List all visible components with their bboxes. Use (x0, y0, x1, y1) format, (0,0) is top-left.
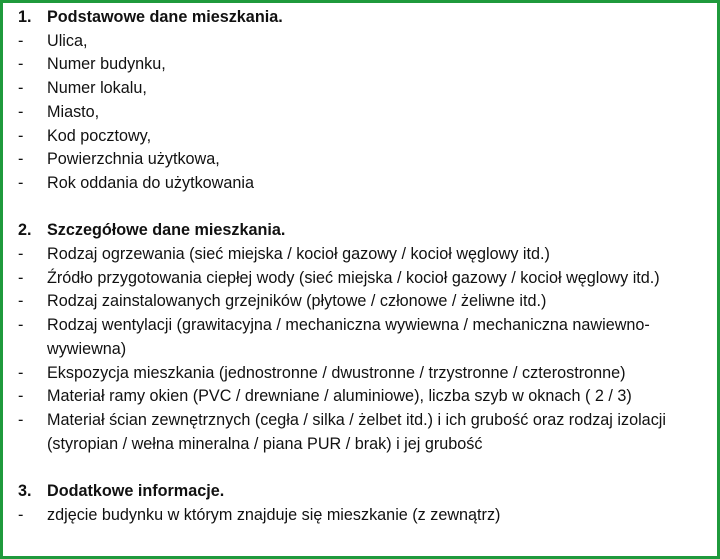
section-heading (3, 480, 717, 504)
list-item: - Materiał ścian zewnętrznych (cegła / silka / żelbet itd.) i ich grubość oraz rodzaj izolacji (styropian / wełna mineralna / piana PUR / brak) i jej grubość (3, 409, 717, 456)
section-heading (3, 6, 717, 30)
section-basic-data (3, 6, 717, 196)
list-item: - Numer budynku, (3, 53, 717, 77)
list-item: - Materiał ramy okien (PVC / drewniane / aluminiowe), liczba szyb w oknach ( 2 / 3) (3, 385, 717, 409)
bullet-dash: - (18, 505, 24, 524)
bullet-dash: - (18, 31, 24, 50)
list-item: - Rodzaj ogrzewania (sieć miejska / kocioł gazowy / kocioł węglowy itd.) (3, 243, 717, 267)
list-item: - Rok oddania do użytkowania (3, 172, 717, 196)
bullet-dash: - (18, 55, 24, 74)
bullet-dash: - (18, 173, 24, 192)
list-item: - Źródło przygotowania ciepłej wody (sieć miejska / kocioł gazowy / kocioł węglowy itd.) (3, 267, 717, 291)
bullet-dash: - (18, 268, 24, 287)
section-number: 3. (18, 482, 32, 500)
list-item: - Ekspozycja mieszkania (jednostronne / dwustronne / trzystronne / czterostronne) (3, 362, 717, 386)
bullet-dash: - (18, 292, 24, 311)
list-item: - Ulica, (3, 30, 717, 54)
section-number: 2. (18, 221, 32, 240)
bullet-dash: - (18, 387, 24, 406)
section-title: Podstawowe dane mieszkania. (47, 8, 283, 26)
list-item: - zdjęcie budynku w którym znajduje się mieszkanie (z zewnątrz) (3, 504, 717, 528)
section-additional-info (3, 480, 717, 527)
bullet-dash: - (18, 102, 24, 121)
section-title: Szczegółowe dane mieszkania. (47, 221, 286, 240)
section-title: Dodatkowe informacje. (47, 482, 225, 500)
bullet-dash: - (18, 410, 24, 429)
bullet-dash: - (18, 150, 24, 169)
bullet-dash: - (18, 316, 24, 335)
list-item: - Miasto, (3, 101, 717, 125)
bullet-dash: - (18, 79, 24, 98)
list-item: - Rodzaj wentylacji (grawitacyjna / mechaniczna wywiewna / mechaniczna nawiewno-wywiewna) (3, 314, 717, 361)
bullet-dash: - (18, 126, 24, 145)
section-heading (3, 219, 717, 243)
list-item: - Kod pocztowy, (3, 125, 717, 149)
list-item: - Numer lokalu, (3, 77, 717, 101)
list-item: - Rodzaj zainstalowanych grzejników (płytowe / członowe / żeliwne itd.) (3, 290, 717, 314)
bullet-dash: - (18, 244, 24, 263)
section-number: 1. (18, 8, 32, 26)
list-item: - Powierzchnia użytkowa, (3, 148, 717, 172)
bullet-dash: - (18, 363, 24, 382)
section-detailed-data (3, 219, 717, 456)
